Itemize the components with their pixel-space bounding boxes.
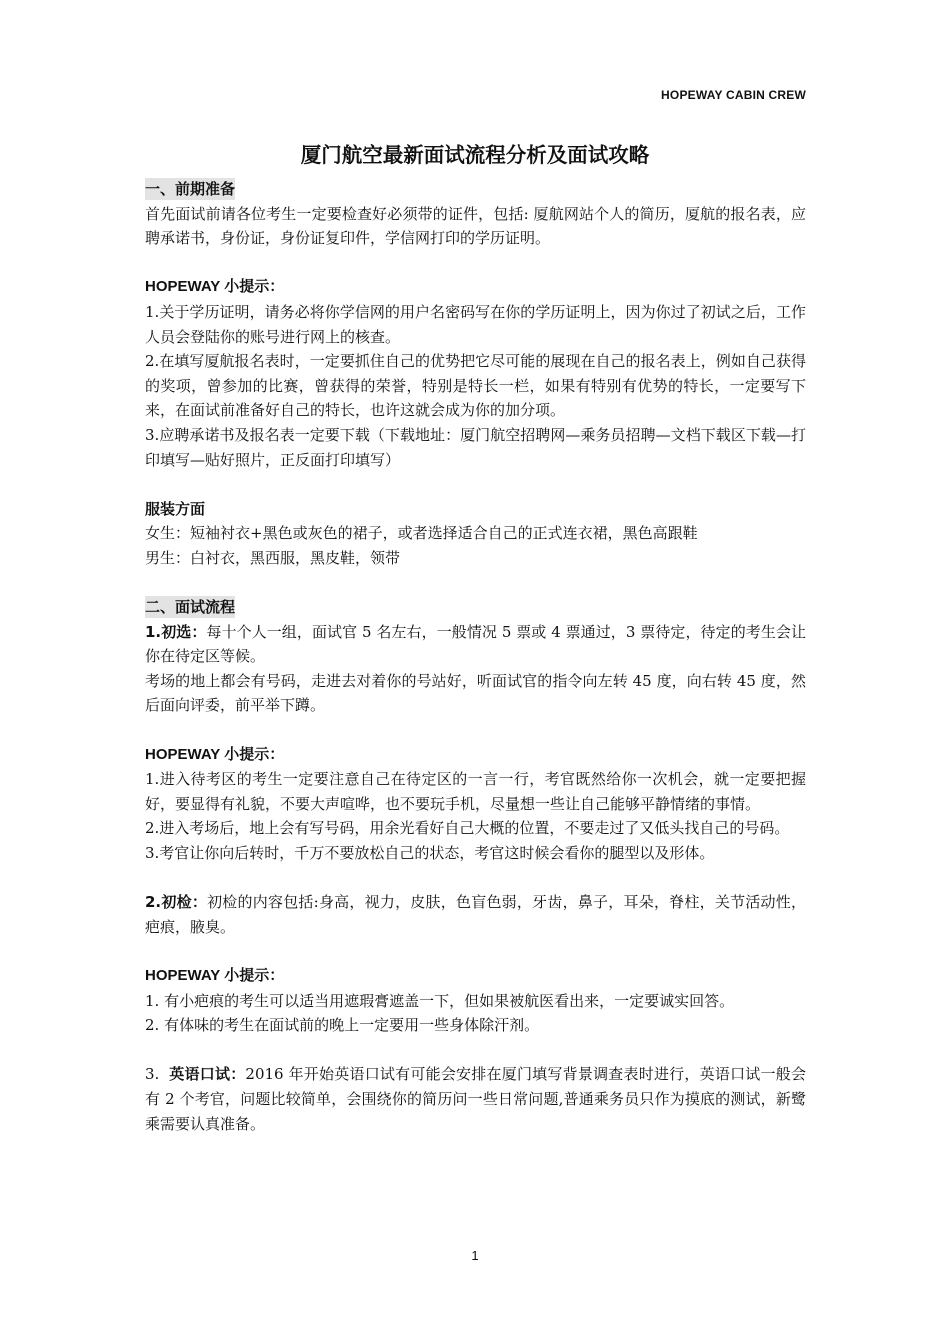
document-title: 厦门航空最新面试流程分析及面试攻略	[300, 143, 650, 167]
step-2-label: 2.初检：	[145, 893, 208, 912]
section-heading-process: 二、面试流程	[145, 598, 236, 617]
dress-male: 男生：白衬衣，黑西服，黑皮鞋，领带	[145, 548, 401, 567]
tip-heading: HOPEWAY 小提示：	[145, 745, 285, 763]
preparation-intro: 首先面试前请各位考生一定要检查好必须带的证件，包括: 厦航网站个人的简历，厦航的报名表，应聘承诺书，身份证，身份证复印件，学信网打印的学历证明。	[145, 204, 806, 248]
section-heading-preparation: 一、前期准备	[145, 180, 236, 198]
tip-item: 3.应聘承诺书及报名表一定要下载（下载地址：厦门航空招聘网—乘务员招聘—文档下载区下载—打印填写—贴好照片，正反面打印填写）	[145, 425, 806, 469]
step-3-label: 英语口试：	[169, 1065, 246, 1084]
step-1-text: 每十个人一组，面试官 5 名左右，一般情况 5 票或 4 票通过，3 票待定，待定的考生会让你在待定区等候。	[145, 622, 806, 666]
step-1-paragraph	[145, 620, 806, 669]
step-3-number: 3.	[145, 1065, 160, 1084]
step-3-paragraph	[145, 1062, 806, 1136]
tip-item: 1. 有小疤痕的考生可以适当用遮瑕膏遮盖一下，但如果被航医看出来，一定要诚实回答。	[145, 991, 735, 1010]
tip-heading: HOPEWAY 小提示：	[145, 278, 285, 296]
dress-female: 女生：短袖衬衣+黑色或灰色的裙子，或者选择适合自己的正式连衣裙，黑色高跟鞋	[145, 524, 698, 543]
tip-item: 3.考官让你向后转时，千万不要放松自己的状态，考官这时候会看你的腿型以及形体。	[145, 844, 715, 863]
dress-heading: 服装方面	[145, 499, 206, 518]
tip-item: 1.进入待考区的考生一定要注意自己在待定区的一言一行，考官既然给你一次机会，就一定要把握好，要显得有礼貌，不要大声喧哗，也不要玩手机，尽量想一些让自己能够平静情绪的事情。	[145, 770, 806, 813]
step-3-text: 2016 年开始英语口试有可能会安排在厦门填写背景调查表时进行，英语口试一般会有 2 个考官，问题比较简单，会围绕你的简历问一些日常问题,普通乘务员只作为摸底的测试，新鹭乘需要认真准备。	[145, 1065, 806, 1133]
step-2-paragraph	[145, 890, 806, 939]
page-number: 1	[471, 1248, 479, 1263]
step-1-text-2: 考场的地上都会有号码，走进去对着你的号站好，听面试官的指令向左转 45 度，向右转 45 度，然后面向评委，前平举下蹲。	[145, 671, 806, 715]
tip-heading: HOPEWAY 小提示：	[145, 967, 285, 984]
document-body	[145, 177, 806, 1136]
tip-item: 1.关于学历证明，请务必将你学信网的用户名密码写在你的学历证明上，因为你过了初试之后，工作人员会登陆你的账号进行网上的核查。	[145, 302, 806, 346]
step-2-text: 初检的内容包括:身高，视力，皮肤，色盲色弱，牙齿，鼻子，耳朵，脊柱，关节活动性，疤痕，腋臭。	[145, 893, 807, 936]
step-1-label: 1.初选：	[145, 622, 207, 641]
tip-item: 2. 有体味的考生在面试前的晚上一定要用一些身体除汗剂。	[145, 1016, 540, 1035]
document-header: HOPEWAY CABIN CREW	[661, 88, 806, 102]
tip-item: 2.进入考场后，地上会有写号码，用余光看好自己大概的位置，不要走过了又低头找自己的号码。	[145, 819, 790, 838]
tip-item: 2.在填写厦航报名表时，一定要抓住自己的优势把它尽可能的展现在自己的报名表上，例如自己获得的奖项，曾参加的比赛，曾获得的荣誉，特别是特长一栏，如果有特别有优势的特长，一定要写下来，在面试前准备好自己的特长，也许这就会成为你的加分项。	[145, 352, 806, 420]
